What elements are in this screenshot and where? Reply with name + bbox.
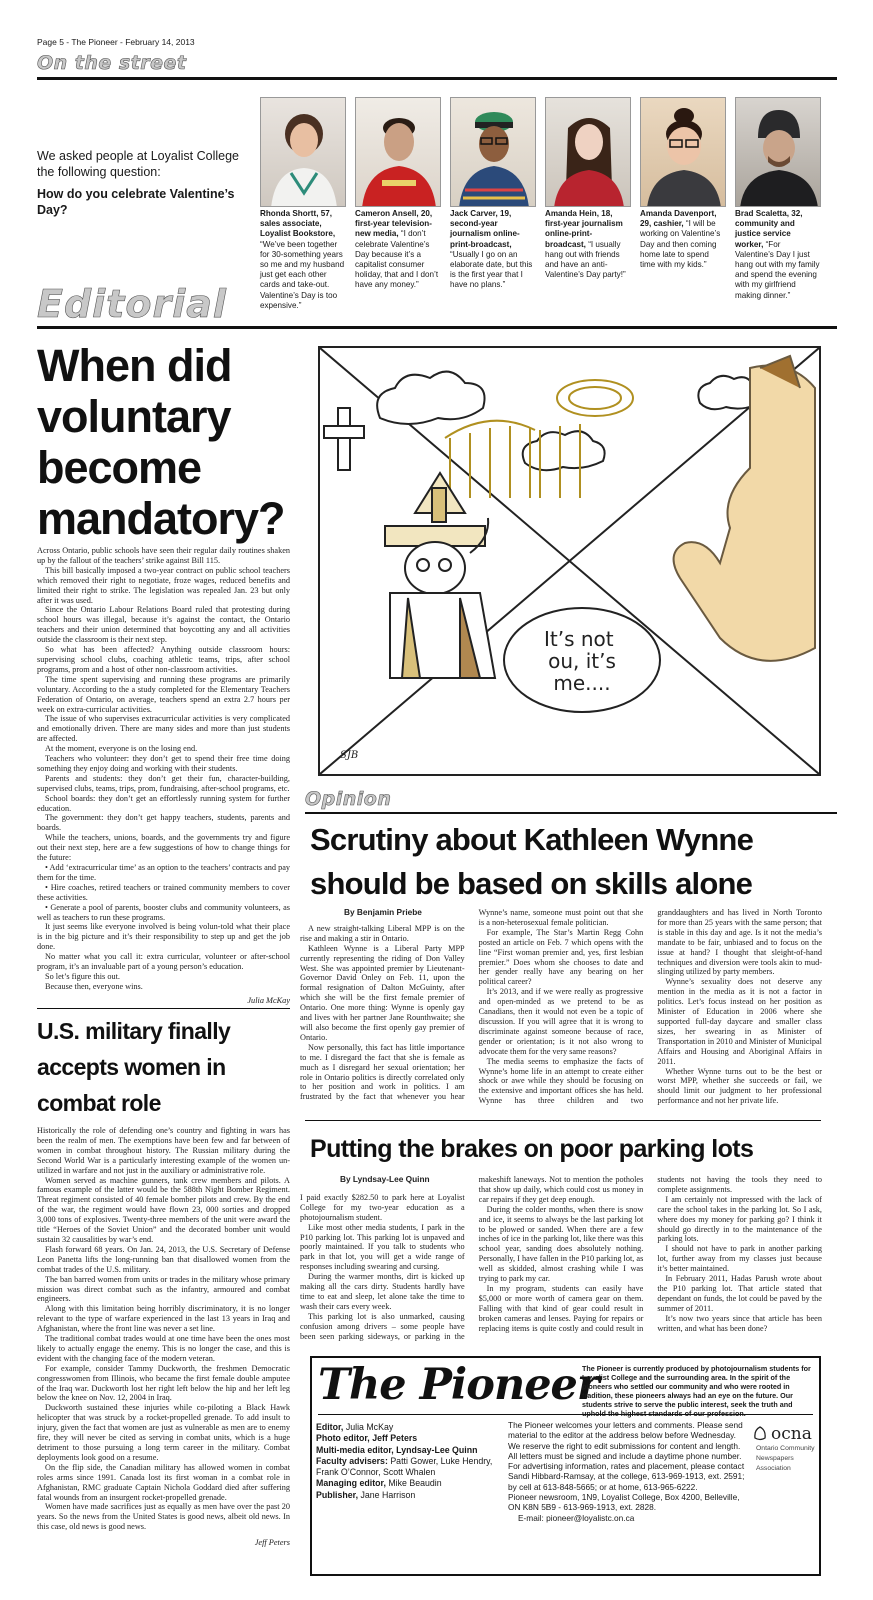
street-question: How do you celebrate Valentine’s Day? [37, 187, 235, 217]
editorial-signature: Julia McKay [247, 995, 290, 1005]
paragraph: Along with this limitation being horribly discriminatory, it is no longer relevant to the type of warfare experienced in the last 13 years in Iraq and Afghanistan, where the front line was never a set line. [37, 1304, 290, 1334]
portrait-photo [355, 97, 441, 207]
person-name: Cameron Ansell, 20, first-year television-new media, [355, 209, 433, 239]
person-card [355, 97, 441, 291]
ocna-icon [752, 1426, 768, 1442]
portrait-icon [546, 98, 631, 207]
paragraph: Whether Wynne turns out to be the best or worst MPP, whether she succeeds or fail, we should limit our judgment to her professional performance and not her private life. [657, 1066, 822, 1106]
person-quote: “I don’t celebrate Valentine’s Day because it’s a capitalist consumer holiday, that and I don’t have any money.” [355, 229, 439, 290]
paragraph: Now personally, this fact has little importance to me. I disregard the fact that she is female as much as I disregard her sexual orientation; her role in Ontario politics is directly correlated only to her position and work in politics. I am frustrated by the fact that whenever you hear Wynne’s name, someone must point out that she is a non-heterosexual female politician. [300, 908, 644, 1102]
person-card [640, 97, 726, 270]
staff-role: Managing editor, [316, 1478, 386, 1489]
person-quote: “We’ve been together for 30-something years so me and my husband just get each other cards and take-out. Valentine’s Day is too expensive.” [260, 239, 345, 310]
paragraph: At the moment, everyone is on the losing end. [45, 744, 198, 754]
portrait-icon [261, 98, 346, 207]
masthead-divider [318, 1414, 813, 1415]
paragraph: During the warmer months, dirt is kicked up making all the cars dirty. Students hardly have time to eat and sleep, let alone take the time to wash their cars every week. [300, 1272, 465, 1311]
person-quote: “Usually I go on an elaborate date, but this is the first year that I have no plans.” [450, 249, 533, 290]
paragraph: I am certainly not impressed with the lack of care the school takes in the parking lot. So I ask, where does my money for parking go? I think it should go directly in to the maintenance of the parking lots. [657, 1194, 822, 1244]
paragraph: The time spent supervising and running these programs are primarily voluntary. According to the a study completed for the Elementary Teachers Federation of Ontario, on average, teachers spend an extra 2.7 hours per week on extra-curricular activities. [37, 674, 290, 714]
paragraph: Women served as machine gunners, tank crew members and pilots. A famous example of the latter would be the 588th Night Bomber Regiment. Threat regiment consisted of 40 female bomber pilots and crew. By the end of the war, the regiment would have flown 23, 000 sorties and dropped 3,000 tons of explosives. Twenty-three members of the unit were award the title “Heroes of the Soviet Union” and the decorated bomber unit would sustain 32 causalities by war’s end. [37, 1175, 290, 1244]
staff-role: Publisher, [316, 1489, 359, 1500]
paragraph: Teachers who volunteer: they don’t get to spend their free time doing something they enjoy doing and working with their students. [37, 754, 290, 773]
portrait-icon [641, 98, 726, 207]
staff-name: Jeff Peters [369, 1433, 418, 1444]
person-card [735, 97, 821, 301]
paragraph: Kathleen Wynne is a Liberal Party MPP currently representing the riding of Don Valley West. She was appointed premier by Lieutenant-Governor David Onley on Feb. 11, upon the formal resignation of Dalton McGuinty, after which she will be the first female premier of Ontario. One more thing: Wynne is openly gay and lives with her partner Jane Rounthwaite; she will also become the first openly gay premier of Ontario. [300, 943, 465, 1042]
person-card [260, 97, 346, 311]
person-quote: “I usually hang out with friends and have an anti-Valentine’s Day party!” [545, 239, 626, 280]
person-quote: “For Valentine’s Day I just hang out with my family and spend the evening with my girlfriend making dinner.” [735, 239, 820, 300]
parking-byline: By Lyndsay-Lee Quinn [340, 1174, 430, 1184]
person-name: Rhonda Shortt, 57, sales associate, Loyalist Bookstore, [260, 209, 336, 239]
staff-line [316, 1445, 512, 1456]
person-caption [735, 209, 821, 301]
paragraph: School boards: they don’t get an effortlessly running system for further education. [37, 793, 290, 813]
paragraph: Parents and students: they don’t get their fun, character-building, supervised clubs, teams, trips, prom, fundraising, after-school programs, etc. [37, 773, 290, 793]
paragraph: The traditional combat trades would at one time have been the ones most likely to actually engage the enemy. This is no longer the case, and this is evident with the changing face of the modern veteran. [37, 1334, 290, 1363]
portrait-icon [736, 98, 821, 207]
paragraph: Flash forward 68 years. On Jan. 24, 2013, the U.S. Secretary of Defense Leon Panetta lifts the long-running ban that disallowed women from the combat trades of the U.S. military. [37, 1244, 290, 1274]
masthead-box [310, 1356, 821, 1576]
person-caption [450, 209, 536, 291]
paragraph: • Generate a pool of parents, booster clubs and community volunteers, as well as teachers to run these programs. [37, 902, 290, 922]
paragraph: Historically the role of defending one’s country and fighting in wars has been the realm of men. The exemptions have been few and far between of women in combat throughout history. The Russian military during the Second World War is a particularly interesting example of the women un-utilized in warfare and not just in the auxiliary or administrative role. [37, 1126, 290, 1175]
staff-line [316, 1490, 512, 1501]
paragraph: Women have made sacrifices just as equally as men have over the past 20 years. So the news from the United States is good news, albeit old news. In this case, old news is good news. [37, 1502, 290, 1532]
speech-line: me.... [553, 671, 611, 695]
masthead-contact [508, 1420, 748, 1523]
editorial-cartoon [318, 346, 821, 776]
staff-role: Faculty advisers: [316, 1455, 388, 1466]
staff-name: Mike Beaudin [385, 1478, 442, 1489]
paragraph: It’s 2013, and if we were really as progressive and open-minded as we pretend to be as Canadians, then it would not even be a topic of discussion. If you will agree that it is wrong to discriminate against someone because of race, gender or orientation; is it not also wrong to advocate them for the very same reasons? [478, 987, 644, 1056]
military-signature: Jeff Peters [254, 1538, 290, 1548]
staff-role: Multi-media editor, [316, 1444, 394, 1455]
portrait-photo [260, 97, 346, 207]
military-rule [37, 1008, 290, 1009]
person-name: Amanda Hein, 18, first-year journalism online-print-broadcast, [545, 209, 623, 249]
ocna-wordmark [752, 1424, 816, 1444]
person-caption [355, 209, 441, 291]
paragraph: The government: they don’t get happy teachers, students, parents and boards. [37, 813, 290, 833]
paragraph: For example, The Star’s Martin Regg Cohn posted an article on Feb. 7 which opens with the line “First woman premier and, yes, first lesbian premier.” Does whom she chooses to date and her gender really have any bearing on her political career? [478, 927, 644, 987]
paragraph: Like most other media students, I park in the P10 parking lot. This parking lot is unpaved and poorly maintained. If you talk to students who park in that lot, you will get a wide range of responses including swearing and cursing. [300, 1222, 465, 1272]
parking-headline: Putting the brakes on poor parking lots [310, 1135, 754, 1163]
paragraph: A new straight-talking Liberal MPP is on the rise and making a stir in Ontario. [300, 923, 465, 943]
street-question-block [37, 148, 247, 218]
opinion-bottom-rule [305, 1120, 821, 1121]
street-intro: We asked people at Loyalist College the following question: [37, 149, 239, 179]
speech-text [544, 627, 620, 695]
paragraph: In my program, students can easily have $5,000 or more worth of camera gear on them. Falling with that kind of gear could result in broken cameras and lenses. Paying for repairs or replacing items is quite costly and could result in students not having the tools they need to complete assignments. [478, 1175, 822, 1333]
paragraph: The media seems to emphasize the facts of Wynne’s home life in an attempt to create either shock or awe while they should be focusing on the extensive and important offices she has held. Wynne has three children and two granddaughters and has lived in North Toronto for more than 25 years with the same person; that is stable in this day and age. Is it not the media’s mandate to be fair, unbiased and to focus on the issue at hand? I thought that sleight-of-hand techniques and diversion were tools akin to mud-slinging utilized by party members. [478, 908, 822, 1106]
top-rule [37, 77, 837, 80]
military-headline: U.S. military finally accepts women in combat role [37, 1018, 231, 1116]
paragraph: Because then, everyone wins. [45, 981, 143, 991]
editorial-body [37, 546, 290, 1006]
ocna-text: ocna [771, 1424, 812, 1444]
speech-line: It’s not [544, 627, 620, 651]
opinion-header: Opinion [305, 788, 392, 810]
editorial-headline: When did voluntary become mandatory? [37, 340, 285, 544]
email-info[interactable]: E-mail: pioneer@loyalistc.on.ca [518, 1512, 635, 1523]
editorial-header: Editorial [37, 282, 227, 326]
paragraph: So let’s figure this out. [45, 971, 120, 981]
paragraph: While the teachers, unions, boards, and the governments try and figure out their next step, here are a few suggestions of how to change things for the future: [37, 833, 290, 863]
person-card [450, 97, 536, 291]
paragraph: Across Ontario, public schools have seen their regular daily routines shaken up by the fallout of the teachers’ strike against Bill 115. [37, 546, 290, 565]
person-caption [640, 209, 726, 270]
paragraph: • Hire coaches, retired teachers or trained community members to cover these activities. [37, 882, 290, 902]
portrait-photo [545, 97, 631, 207]
person-name: Brad Scaletta, 32, community and justice service worker, [735, 209, 803, 249]
masthead-blurb: The Pioneer is currently produced by photojournalism students for Loyalist College and the surrounding area. In the spirit of the pioneers who settled our community and who were rooted in tradition, these pioneers always had an eye on the future. Our students strive to serve the public interest, seek the truth and [582, 1364, 811, 1409]
pope-figure-icon [385, 473, 495, 678]
paragraph: So what has been affected? Anything outside classroom hours: supervising school clubs, coaching athletic teams, trips, after school programs, prom and a host of other non-classroom activities. [37, 645, 290, 674]
paragraph: It’s now two years since that article has been written, and what has been done? [657, 1313, 822, 1333]
cartoon-drawing [320, 348, 819, 774]
portrait-icon [356, 98, 441, 207]
person-caption [545, 209, 631, 280]
cloud-icon [377, 372, 759, 471]
person-name: Jack Carver, 19, second-year journalism online-print-broadcast, [450, 209, 520, 249]
paragraph: The issue of who supervises extracurricular activities is very complicated and emotionally driven. There are many sides and more than just students are affected. [37, 714, 290, 744]
paragraph: Duckworth sustained these injuries while co-piloting a Black Hawk helicopter that was struck by a rocket-propelled grenade. To add insult to injury, given the fact that women are just as vulnerable as men are to enemy fire, they will never be cited as serving in combat units, which is a huge detriment to those pursuing a long term career in the military. Combat deployments look good on a resume. [37, 1403, 290, 1462]
staff-line [316, 1422, 512, 1433]
person-card [545, 97, 631, 280]
paragraph: This parking lot is also unmarked, causing confusion among drivers – some people have been seen parking sideways, or parking in the makeshift laneways. Not to mention the potholes that show up daily, which could cost us money in car repairs if they get deep enough. [300, 1175, 644, 1341]
portrait-photo [640, 97, 726, 207]
masthead-title: The Pioneer [318, 1360, 599, 1410]
staff-name: Jane Harrison [358, 1489, 416, 1500]
page-folio: Page 5 - The Pioneer - February 14, 2013 [37, 37, 195, 47]
staff-name: Julia McKay [343, 1422, 394, 1432]
on-the-street-header: On the street [37, 52, 187, 74]
opinion-rule [305, 812, 837, 814]
cross-icon [324, 408, 364, 470]
military-body [37, 1126, 290, 1548]
staff-line [316, 1433, 512, 1444]
ocna-fullname: Ontario Community Newspapers Association [756, 1445, 815, 1472]
staff-line [316, 1478, 512, 1489]
staff-line [316, 1456, 512, 1479]
staff-role: Photo editor, [316, 1433, 370, 1444]
paragraph: I paid exactly $282.50 to park here at Loyalist College for my two-year education as a photojournalism student. [300, 1192, 465, 1222]
paragraph: The ban barred women from units or trades in the military whose primary mission was direct combat such as the infantry, armoured and combat engineers. [37, 1274, 290, 1304]
paragraph: Since the Ontario Labour Relations Board ruled that protesting during school hours was illegal, because it’s against the contact, the Ontario teachers and their union determined that boycotting any and all activities outside the classroom is their next step. [37, 605, 290, 645]
paragraph: • Add ‘extracurricular time’ as an option to the teachers’ contracts and pay them for the time. [37, 863, 290, 882]
person-name: Amanda Davenport, 29, cashier, [640, 209, 717, 229]
person-quote: “I will be working on Valentine’s Day and then coming home late to spend time with my kids.” [640, 219, 721, 270]
staff-name: Lyndsay-Lee Quinn [393, 1444, 478, 1455]
opinion-byline: By Benjamin Priebe [344, 907, 422, 917]
opinion-body [300, 908, 822, 1108]
paragraph: During the colder months, when there is snow and ice, it seems to always be the last parking lot to be plowed or sanded. When there are a few inches of ice in the parking lot, like there was this school year, sanding does absolutely nothing. Personally, I have fallen in the P10 parking lot, as well as skidded, almost crashing while I was trying to park my car. [478, 1204, 644, 1284]
paragraph: Wynne’s sexuality does not deserve any mention in the media as it is not a factor in politics. Let’s focus instead on her position as Minister of Education in 2006 where she supported full-day daycare and smaller class sizes, her swearing in as Minister of Transportation in 2010 and Minister of Municipal Affairs and Housing and Aboriginal Affairs in 2011. [657, 977, 822, 1066]
editorial-rule [37, 326, 837, 329]
artist-initials: SJB [340, 750, 359, 761]
portrait-icon [451, 98, 536, 207]
portrait-photo [450, 97, 536, 207]
newsroom-info: Pioneer newsroom, 1N9, Loyalist College, Box 4200, Belleville, ON K8N 5B9 - 613-969-1913, ext. 2828. [508, 1492, 740, 1513]
paragraph: I should not have to park in another parking lot, further away from my classes just because it’s better maintained. [657, 1244, 822, 1274]
ocna-logo [752, 1424, 816, 1474]
staff-name: Patti Gower, Luke Hendry, Frank O’Connor, Scott Whalen [316, 1455, 493, 1478]
staff-role: Editor, [316, 1422, 344, 1432]
masthead-staff [316, 1422, 512, 1501]
paragraph: This bill basically imposed a two-year contract on public school teachers which removed their right to negotiate, froze wages, reduced benefits and limited their right to strike. The legislation was repealed Jan. 23 but only after it was used. [37, 565, 290, 605]
letters-info: The Pioneer welcomes your letters and comments. Please send material to the editor at the address below before Wednesday. We reserve the right to edit submissions for content and length. All letters must be signed and include a daytime phone number. [508, 1420, 743, 1461]
paragraph: It just seems like everyone involved is being volun-told what their place is in the big picture and it’s their responsibility to step up and get the job done. [37, 922, 290, 952]
paragraph: For example, consider Tammy Duckworth, the freshmen Democratic congresswomen from Illinois, who became the first female double amputee of the Iraq war. Duckworth lost her right left below the hip and her left leg below the knee on Nov. 12, 2004 in Iraq. [37, 1363, 290, 1403]
opinion-headline: Scrutiny about Kathleen Wynne should be based on skills alone [310, 822, 754, 901]
paragraph: In February 2011, Hadas Parush wrote about the P10 parking lot. That article stated that dependant on funds, the lot could be paved by the summer of 2011. [657, 1274, 822, 1313]
speech-line: ou, it’s [548, 649, 616, 673]
portrait-photo [735, 97, 821, 207]
paragraph: No matter what you call it: extra curricular, volunteer or after-school program, it’s an invaluable part of a young person’s education. [37, 952, 290, 972]
person-caption [260, 209, 346, 311]
parking-body [300, 1175, 822, 1347]
paragraph: On the flip side, the Canadian military has allowed women in combat roles arms since 1991. Canada lost its first woman in a combat role in Afghanistan, RMC graduate Captain Nichola Goddard died after suffering fatal wounds from an insurgent rocket-propelled grenade. [37, 1462, 290, 1502]
ads-info: For advertising information, rates and placement, please contact Sandi Hibbard-Ramsay, at the college, 613-969-1913, ext. 2591; by cell at 613-848-5665; or at home, 613-965-6222. [508, 1461, 745, 1492]
